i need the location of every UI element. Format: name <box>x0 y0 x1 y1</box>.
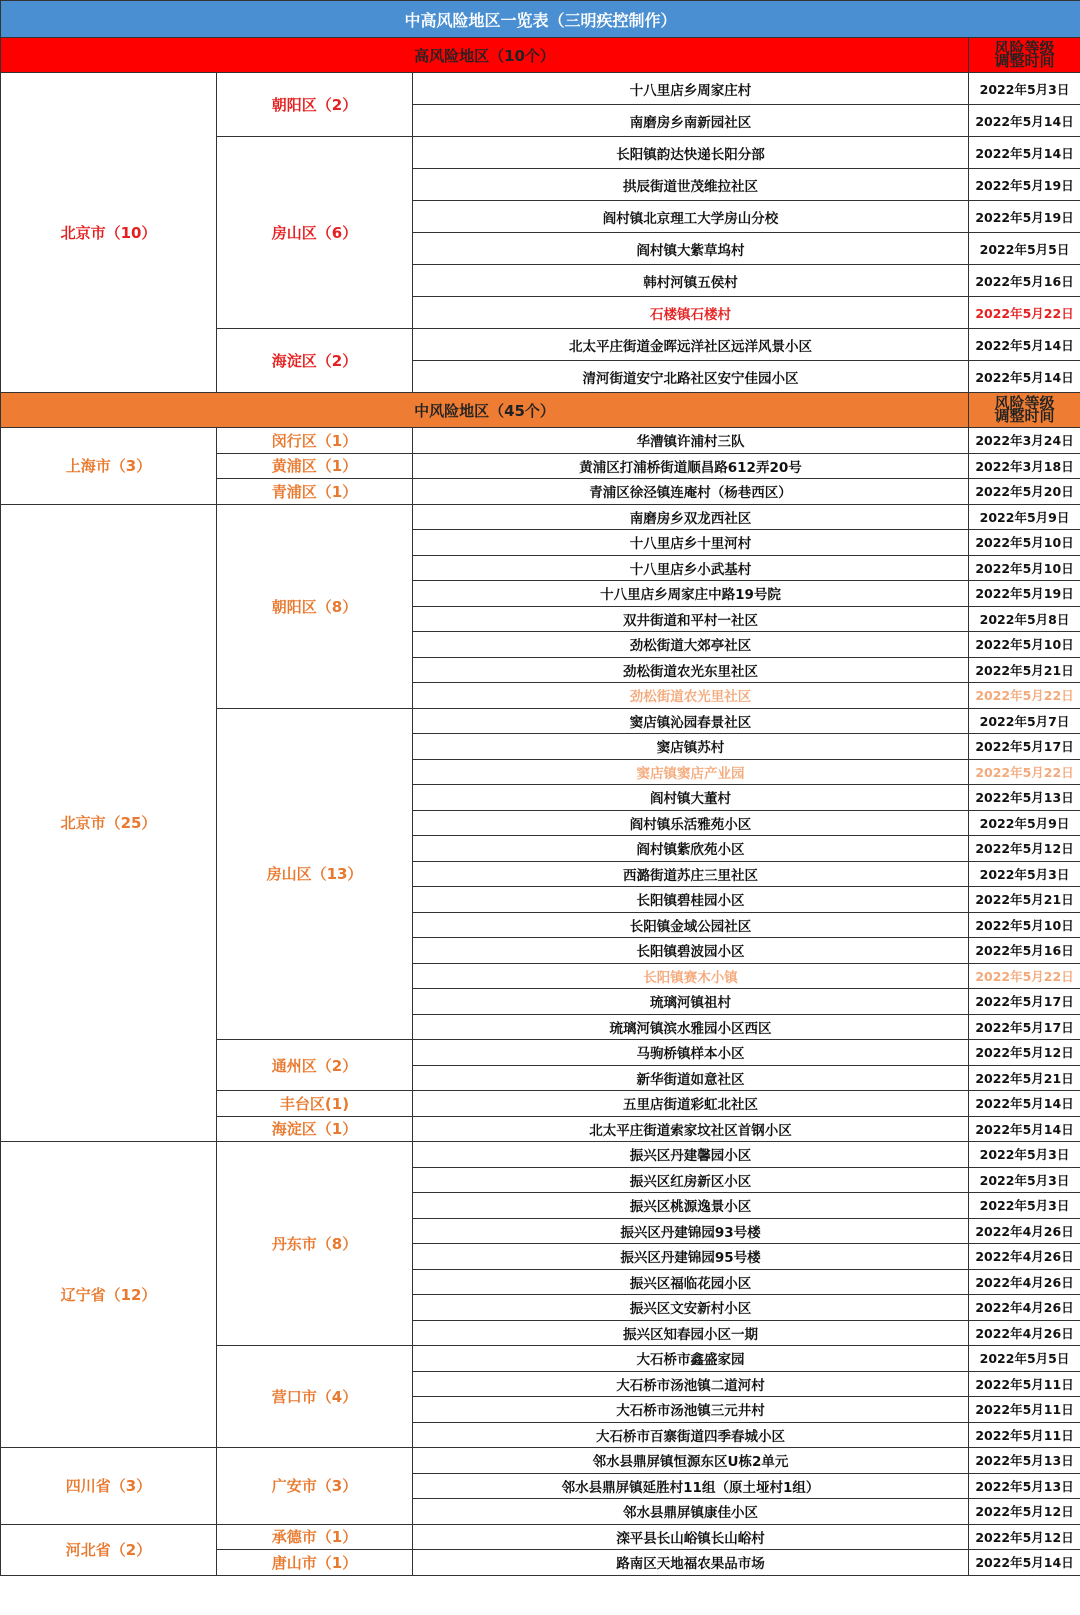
date-cell: 2022年5月9日 <box>969 504 1080 530</box>
area-cell: 大石桥市鑫盛家园 <box>413 1346 969 1372</box>
area-cell: 阎村镇乐活雅苑小区 <box>413 810 969 836</box>
date-cell: 2022年5月12日 <box>969 1040 1080 1066</box>
table-title: 中高风险地区一览表（三明疾控制作） <box>1 1 1080 38</box>
date-cell: 2022年5月9日 <box>969 810 1080 836</box>
district-cell: 丰台区(1) <box>217 1091 413 1117</box>
date-cell: 2022年4月26日 <box>969 1320 1080 1346</box>
area-cell: 长阳镇赛木小镇 <box>413 963 969 989</box>
area-cell: 大石桥市百寨街道四季春城小区 <box>413 1422 969 1448</box>
table-row <box>1 504 1080 530</box>
area-cell: 十八里店乡十里河村 <box>413 530 969 556</box>
area-cell: 振兴区文安新村小区 <box>413 1295 969 1321</box>
area-cell: 窦店镇窦店产业园 <box>413 759 969 785</box>
area-cell: 黄浦区打浦桥街道顺昌路612弄20号 <box>413 453 969 479</box>
date-cell: 2022年5月16日 <box>969 938 1080 964</box>
date-cell: 2022年5月3日 <box>969 1142 1080 1168</box>
date-cell: 2022年5月21日 <box>969 657 1080 683</box>
area-cell: 振兴区丹建锦园95号楼 <box>413 1244 969 1270</box>
date-cell: 2022年5月16日 <box>969 265 1080 297</box>
area-cell: 十八里店乡周家庄村 <box>413 73 969 105</box>
area-cell: 十八里店乡小武基村 <box>413 555 969 581</box>
district-cell: 通州区（2） <box>217 1040 413 1091</box>
province-cell: 上海市（3） <box>1 428 217 505</box>
date-cell: 2022年4月26日 <box>969 1295 1080 1321</box>
area-cell: 阎村镇大紫草坞村 <box>413 233 969 265</box>
area-cell: 邻水县鼎屏镇恒源东区U栋2单元 <box>413 1448 969 1474</box>
province-cell: 北京市（25） <box>1 504 217 1142</box>
table-row <box>1 1524 1080 1550</box>
date-cell: 2022年5月17日 <box>969 989 1080 1015</box>
area-cell: 振兴区桃源逸景小区 <box>413 1193 969 1219</box>
date-cell: 2022年5月19日 <box>969 201 1080 233</box>
date-cell: 2022年5月11日 <box>969 1422 1080 1448</box>
district-cell: 闵行区（1） <box>217 428 413 454</box>
district-cell: 广安市（3） <box>217 1448 413 1525</box>
date-cell: 2022年5月14日 <box>969 137 1080 169</box>
date-cell: 2022年5月14日 <box>969 329 1080 361</box>
date-cell: 2022年5月3日 <box>969 1193 1080 1219</box>
date-cell: 2022年5月22日 <box>969 297 1080 329</box>
table-row <box>1 428 1080 454</box>
district-cell: 营口市（4） <box>217 1346 413 1448</box>
province-cell: 北京市（10） <box>1 73 217 393</box>
area-cell: 振兴区丹建馨园小区 <box>413 1142 969 1168</box>
area-cell: 邻水县鼎屏镇康佳小区 <box>413 1499 969 1525</box>
area-cell: 劲松街道大郊亭社区 <box>413 632 969 658</box>
date-cell: 2022年5月17日 <box>969 1014 1080 1040</box>
date-cell: 2022年5月12日 <box>969 1499 1080 1525</box>
date-cell: 2022年5月22日 <box>969 759 1080 785</box>
area-cell: 马驹桥镇样本小区 <box>413 1040 969 1066</box>
area-cell: 阎村镇北京理工大学房山分校 <box>413 201 969 233</box>
date-cell: 2022年4月26日 <box>969 1269 1080 1295</box>
area-cell: 石楼镇石楼村 <box>413 297 969 329</box>
province-cell: 辽宁省（12） <box>1 1142 217 1448</box>
district-cell: 唐山市（1） <box>217 1550 413 1576</box>
area-cell: 长阳镇金域公园社区 <box>413 912 969 938</box>
date-cell: 2022年5月5日 <box>969 233 1080 265</box>
date-cell: 2022年5月12日 <box>969 836 1080 862</box>
area-cell: 西潞街道苏庄三里社区 <box>413 861 969 887</box>
area-cell: 新华街道如意社区 <box>413 1065 969 1091</box>
date-cell: 2022年3月24日 <box>969 428 1080 454</box>
area-cell: 振兴区知春园小区一期 <box>413 1320 969 1346</box>
area-cell: 大石桥市汤池镇三元井村 <box>413 1397 969 1423</box>
area-cell: 窦店镇沁园春景社区 <box>413 708 969 734</box>
date-cell: 2022年5月13日 <box>969 785 1080 811</box>
district-cell: 朝阳区（8） <box>217 504 413 708</box>
area-cell: 振兴区福临花园小区 <box>413 1269 969 1295</box>
section-label: 中风险地区（45个） <box>1 393 969 428</box>
date-cell: 2022年5月14日 <box>969 105 1080 137</box>
date-cell: 2022年5月14日 <box>969 1550 1080 1576</box>
district-cell: 朝阳区（2） <box>217 73 413 137</box>
date-cell: 2022年5月22日 <box>969 963 1080 989</box>
area-cell: 窦店镇苏村 <box>413 734 969 760</box>
date-cell: 2022年5月7日 <box>969 708 1080 734</box>
table-body <box>1 1 1080 1576</box>
area-cell: 琉璃河镇滨水雅园小区西区 <box>413 1014 969 1040</box>
medium-risk-band <box>1 393 1080 428</box>
table-row <box>1 1142 1080 1168</box>
date-cell: 2022年5月20日 <box>969 479 1080 505</box>
date-cell: 2022年5月8日 <box>969 606 1080 632</box>
area-cell: 拱辰街道世茂维拉社区 <box>413 169 969 201</box>
area-cell: 清河街道安宁北路社区安宁佳园小区 <box>413 361 969 393</box>
date-cell: 2022年5月12日 <box>969 1524 1080 1550</box>
area-cell: 阎村镇大董村 <box>413 785 969 811</box>
area-cell: 滦平县长山峪镇长山峪村 <box>413 1524 969 1550</box>
date-cell: 2022年5月21日 <box>969 1065 1080 1091</box>
date-cell: 2022年5月11日 <box>969 1397 1080 1423</box>
area-cell: 长阳镇碧波园小区 <box>413 938 969 964</box>
area-cell: 五里店街道彩虹北社区 <box>413 1091 969 1117</box>
date-cell: 2022年5月10日 <box>969 912 1080 938</box>
table-row <box>1 73 1080 105</box>
date-cell: 2022年5月3日 <box>969 861 1080 887</box>
area-cell: 劲松街道农光里社区 <box>413 683 969 709</box>
date-cell: 2022年5月19日 <box>969 169 1080 201</box>
adjust-time-header: 风险等级 调整时间 <box>969 38 1080 73</box>
area-cell: 北太平庄街道索家坟社区首钢小区 <box>413 1116 969 1142</box>
date-cell: 2022年5月17日 <box>969 734 1080 760</box>
area-cell: 韩村河镇五侯村 <box>413 265 969 297</box>
area-cell: 南磨房乡南新园社区 <box>413 105 969 137</box>
adjust-time-header: 风险等级 调整时间 <box>969 393 1080 428</box>
table-row <box>1 1448 1080 1474</box>
area-cell: 琉璃河镇祖村 <box>413 989 969 1015</box>
area-cell: 十八里店乡周家庄中路19号院 <box>413 581 969 607</box>
area-cell: 北太平庄街道金晖远洋社区远洋风景小区 <box>413 329 969 361</box>
district-cell: 承德市（1） <box>217 1524 413 1550</box>
area-cell: 长阳镇韵达快递长阳分部 <box>413 137 969 169</box>
area-cell: 路南区天地福农果品市场 <box>413 1550 969 1576</box>
date-cell: 2022年5月10日 <box>969 530 1080 556</box>
district-cell: 海淀区（2） <box>217 329 413 393</box>
date-cell: 2022年5月13日 <box>969 1473 1080 1499</box>
district-cell: 海淀区（1） <box>217 1116 413 1142</box>
date-cell: 2022年5月3日 <box>969 1167 1080 1193</box>
area-cell: 大石桥市汤池镇二道河村 <box>413 1371 969 1397</box>
date-cell: 2022年5月22日 <box>969 683 1080 709</box>
district-cell: 房山区（6） <box>217 137 413 329</box>
date-cell: 2022年5月19日 <box>969 581 1080 607</box>
date-cell: 2022年5月14日 <box>969 1116 1080 1142</box>
section-label: 高风险地区（10个） <box>1 38 969 73</box>
area-cell: 邻水县鼎屏镇延胜村11组（原土垭村1组） <box>413 1473 969 1499</box>
district-cell: 房山区（13） <box>217 708 413 1040</box>
area-cell: 长阳镇碧桂园小区 <box>413 887 969 913</box>
area-cell: 双井街道和平村一社区 <box>413 606 969 632</box>
province-cell: 四川省（3） <box>1 1448 217 1525</box>
district-cell: 丹东市（8） <box>217 1142 413 1346</box>
date-cell: 2022年5月3日 <box>969 73 1080 105</box>
area-cell: 华漕镇许浦村三队 <box>413 428 969 454</box>
date-cell: 2022年4月26日 <box>969 1218 1080 1244</box>
district-cell: 黄浦区（1） <box>217 453 413 479</box>
district-cell: 青浦区（1） <box>217 479 413 505</box>
date-cell: 2022年4月26日 <box>969 1244 1080 1270</box>
area-cell: 南磨房乡双龙西社区 <box>413 504 969 530</box>
date-cell: 2022年5月14日 <box>969 361 1080 393</box>
date-cell: 2022年5月10日 <box>969 632 1080 658</box>
date-cell: 2022年3月18日 <box>969 453 1080 479</box>
area-cell: 青浦区徐泾镇连庵村（杨巷西区） <box>413 479 969 505</box>
area-cell: 阎村镇紫欣苑小区 <box>413 836 969 862</box>
area-cell: 振兴区红房新区小区 <box>413 1167 969 1193</box>
date-cell: 2022年5月5日 <box>969 1346 1080 1372</box>
date-cell: 2022年5月21日 <box>969 887 1080 913</box>
area-cell: 振兴区丹建锦园93号楼 <box>413 1218 969 1244</box>
province-cell: 河北省（2） <box>1 1524 217 1575</box>
date-cell: 2022年5月11日 <box>969 1371 1080 1397</box>
date-cell: 2022年5月13日 <box>969 1448 1080 1474</box>
area-cell: 劲松街道农光东里社区 <box>413 657 969 683</box>
high-risk-band <box>1 38 1080 73</box>
date-cell: 2022年5月10日 <box>969 555 1080 581</box>
date-cell: 2022年5月14日 <box>969 1091 1080 1117</box>
